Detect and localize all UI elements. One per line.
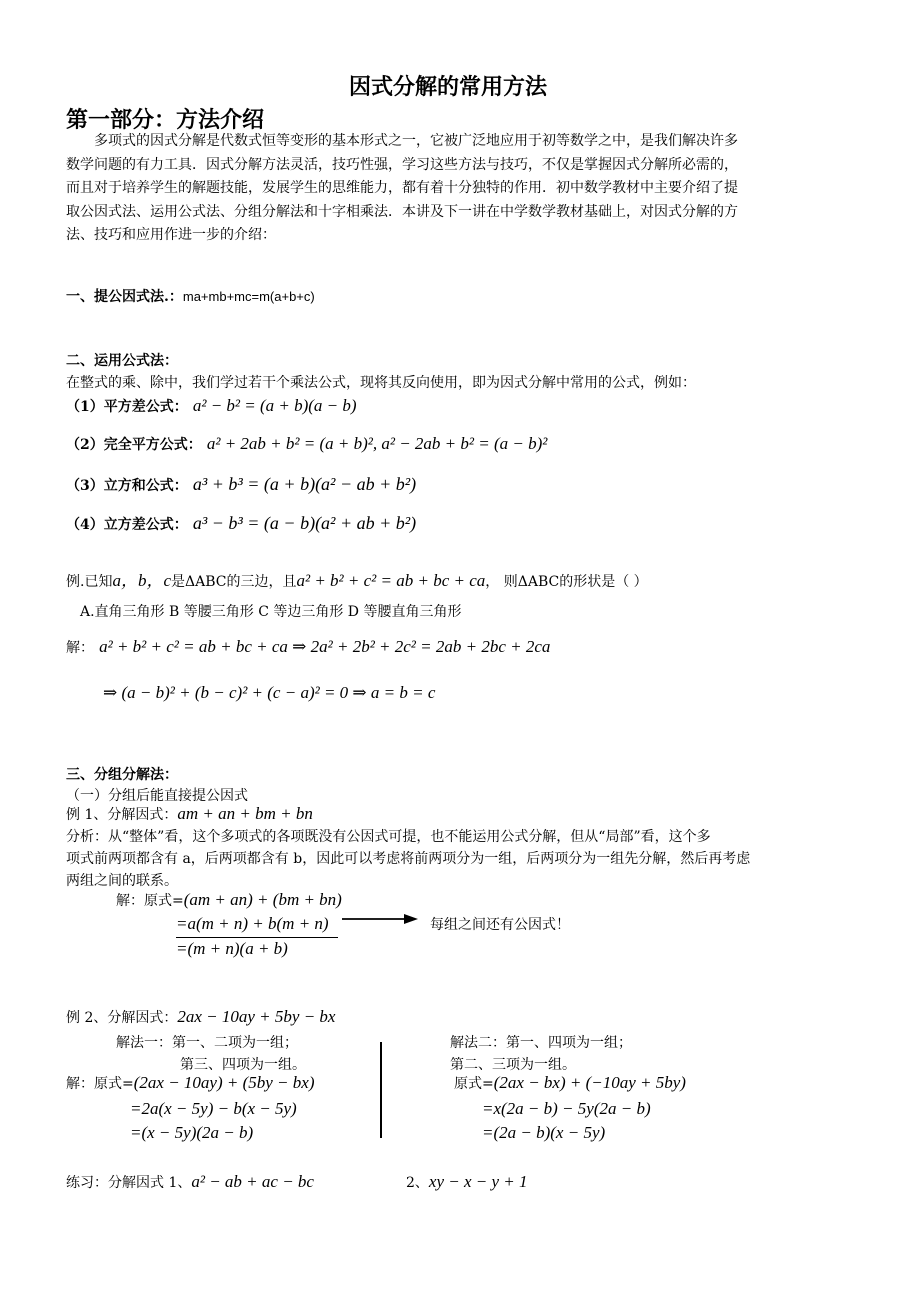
example-options: A.直角三角形 B 等腰三角形 C 等边三角形 D 等腰直角三角形	[80, 604, 462, 620]
vertical-divider	[380, 1042, 382, 1138]
formula-row	[66, 434, 547, 454]
method1-step: =(x − 5y)(2a − b)	[130, 1123, 254, 1142]
ex2-label: 例 2、分解因式：	[66, 1010, 178, 1026]
method1-title: 解法一：第一、二项为一组；	[116, 1035, 298, 1051]
method2-title: 解法二：第一、四项为一组；	[450, 1035, 632, 1051]
method2-step: =x(2a − b) − 5y(2a − b)	[482, 1099, 651, 1118]
page-title: 因式分解的常用方法	[349, 74, 548, 100]
method1-title2: 第三、四项为一组。	[180, 1057, 306, 1073]
intro-line: 法、技巧和应用作进一步的介绍：	[66, 227, 276, 243]
analysis-line: 分析：从“整体”看，这个多项式的各项既没有公因式可提，也不能运用公式分解，但从“局部”看，这个多	[66, 829, 711, 845]
formula-row	[66, 396, 357, 416]
ex1-note: 每组之间还有公因式！	[430, 917, 570, 933]
method2-title2: 第二、三项为一组。	[450, 1057, 576, 1073]
step-expr: (am + an) + (bm + bn)	[183, 890, 342, 909]
sec2-intro: 在整式的乘、除中，我们学过若干个乘法公式，现将其反向使用，即为因式分解中常用的公式，例如：	[66, 375, 696, 391]
sec3-heading: 三、分组分解法：	[66, 767, 178, 783]
formula-row	[66, 474, 416, 495]
formula-expr: a² − b² = (a + b)(a − b)	[192, 396, 357, 415]
example-vars: a，b，c	[112, 571, 171, 590]
step-expr: (2ax − bx) + (−10ay + 5by)	[493, 1073, 686, 1092]
example-prefix: 例.已知	[66, 574, 113, 590]
solution-label: 解：	[66, 640, 94, 656]
intro-line: 而且对于培养学生的解题技能，发展学生的思维能力，都有着十分独特的作用．初中数学教材中主要介绍了提	[66, 180, 738, 196]
formula-row	[66, 513, 416, 534]
intro-line: 多项式的因式分解是代数式恒等变形的基本形式之一，它被广泛地应用于初等数学之中，是我们解决许多	[94, 133, 738, 149]
intro-line: 数学问题的有力工具．因式分解方法灵活，技巧性强，学习这些方法与技巧，不仅是掌握因式分解所必需的，	[66, 156, 738, 173]
formula-label: （4）立方差公式：	[66, 517, 188, 533]
ex1-analysis	[66, 826, 750, 892]
sec1-line	[66, 286, 315, 306]
formula-expr: a³ + b³ = (a + b)(a² − ab + b²)	[192, 474, 417, 494]
practice-line	[406, 1172, 528, 1192]
example-suffix: ， 则ΔABC的形状是（ ）	[485, 574, 648, 590]
example-solution-line	[66, 637, 550, 657]
intro-paragraph	[66, 130, 738, 248]
practice-label: 练习：分解因式 1、	[66, 1175, 192, 1191]
step-label: 解：原式=	[116, 893, 184, 909]
arrow-right-icon	[342, 912, 420, 926]
practice-expr: a² − ab + ac − bc	[191, 1172, 314, 1191]
formula-label: （2）完全平方公式：	[66, 437, 202, 453]
practice-label: 2、	[406, 1175, 429, 1191]
ex2-expr: 2ax − 10ay + 5by − bx	[177, 1007, 336, 1026]
ex1-step: =(m + n)(a + b)	[176, 939, 288, 958]
formula-expr: a² + 2ab + b² = (a + b)², a² − 2ab + b² = (a − b)²	[206, 434, 548, 453]
method1-step	[66, 1073, 314, 1093]
formula-label: （3）立方和公式：	[66, 478, 188, 494]
ex1-expr: am + an + bm + bn	[177, 804, 313, 823]
formula-label: （1）平方差公式：	[66, 399, 188, 415]
solution-step: a² + b² + c² = ab + bc + ca ⇒ 2a² + 2b² + 2c² = 2ab + 2bc + 2ca	[99, 637, 551, 656]
method2-step	[454, 1073, 686, 1093]
example-condition: a² + b² + c² = ab + bc + ca	[296, 571, 486, 590]
ex2-question	[66, 1007, 335, 1027]
sec1-heading: 一、提公因式法.：	[66, 289, 183, 305]
sec2-heading: 二、运用公式法：	[66, 353, 178, 369]
ex1-label: 例 1、分解因式：	[66, 807, 178, 823]
step-label: 解：原式=	[66, 1076, 134, 1092]
analysis-line: 项式前两项都含有 a，后两项都含有 b，因此可以考虑将前两项分为一组，后两项分为一组先分解，然后再考虑	[66, 851, 751, 867]
practice-line	[66, 1172, 314, 1192]
example-question	[66, 566, 648, 591]
sec3-subheading: （一）分组后能直接提公因式	[66, 788, 248, 804]
solution-step: ⇒ (a − b)² + (b − c)² + (c − a)² = 0 ⇒ a = b = c	[103, 683, 436, 702]
example-mid: 是ΔABC的三边，且	[171, 574, 297, 590]
practice-expr: xy − x − y + 1	[428, 1172, 528, 1191]
sec1-formula: ma+mb+mc=m(a+b+c)	[182, 289, 315, 304]
formula-expr: a³ − b³ = (a − b)(a² + ab + b²)	[192, 513, 417, 533]
ex1-step: =a(m + n) + b(m + n)	[176, 914, 329, 933]
method1-step: =2a(x − 5y) − b(x − 5y)	[130, 1099, 297, 1118]
part1-heading: 第一部分：方法介绍	[66, 107, 265, 133]
ex1-question	[66, 804, 313, 824]
intro-line: 取公因式法、运用公式法、分组分解法和十字相乘法．本讲及下一讲在中学数学教材基础上，对因式分解的方	[66, 203, 738, 220]
method2-step: =(2a − b)(x − 5y)	[482, 1123, 606, 1142]
ex1-step	[116, 890, 342, 910]
step-label: 原式=	[454, 1076, 494, 1092]
analysis-line: 两组之间的联系。	[66, 873, 178, 889]
step-expr: (2ax − 10ay) + (5by − bx)	[133, 1073, 315, 1092]
underline-divider	[176, 937, 338, 938]
